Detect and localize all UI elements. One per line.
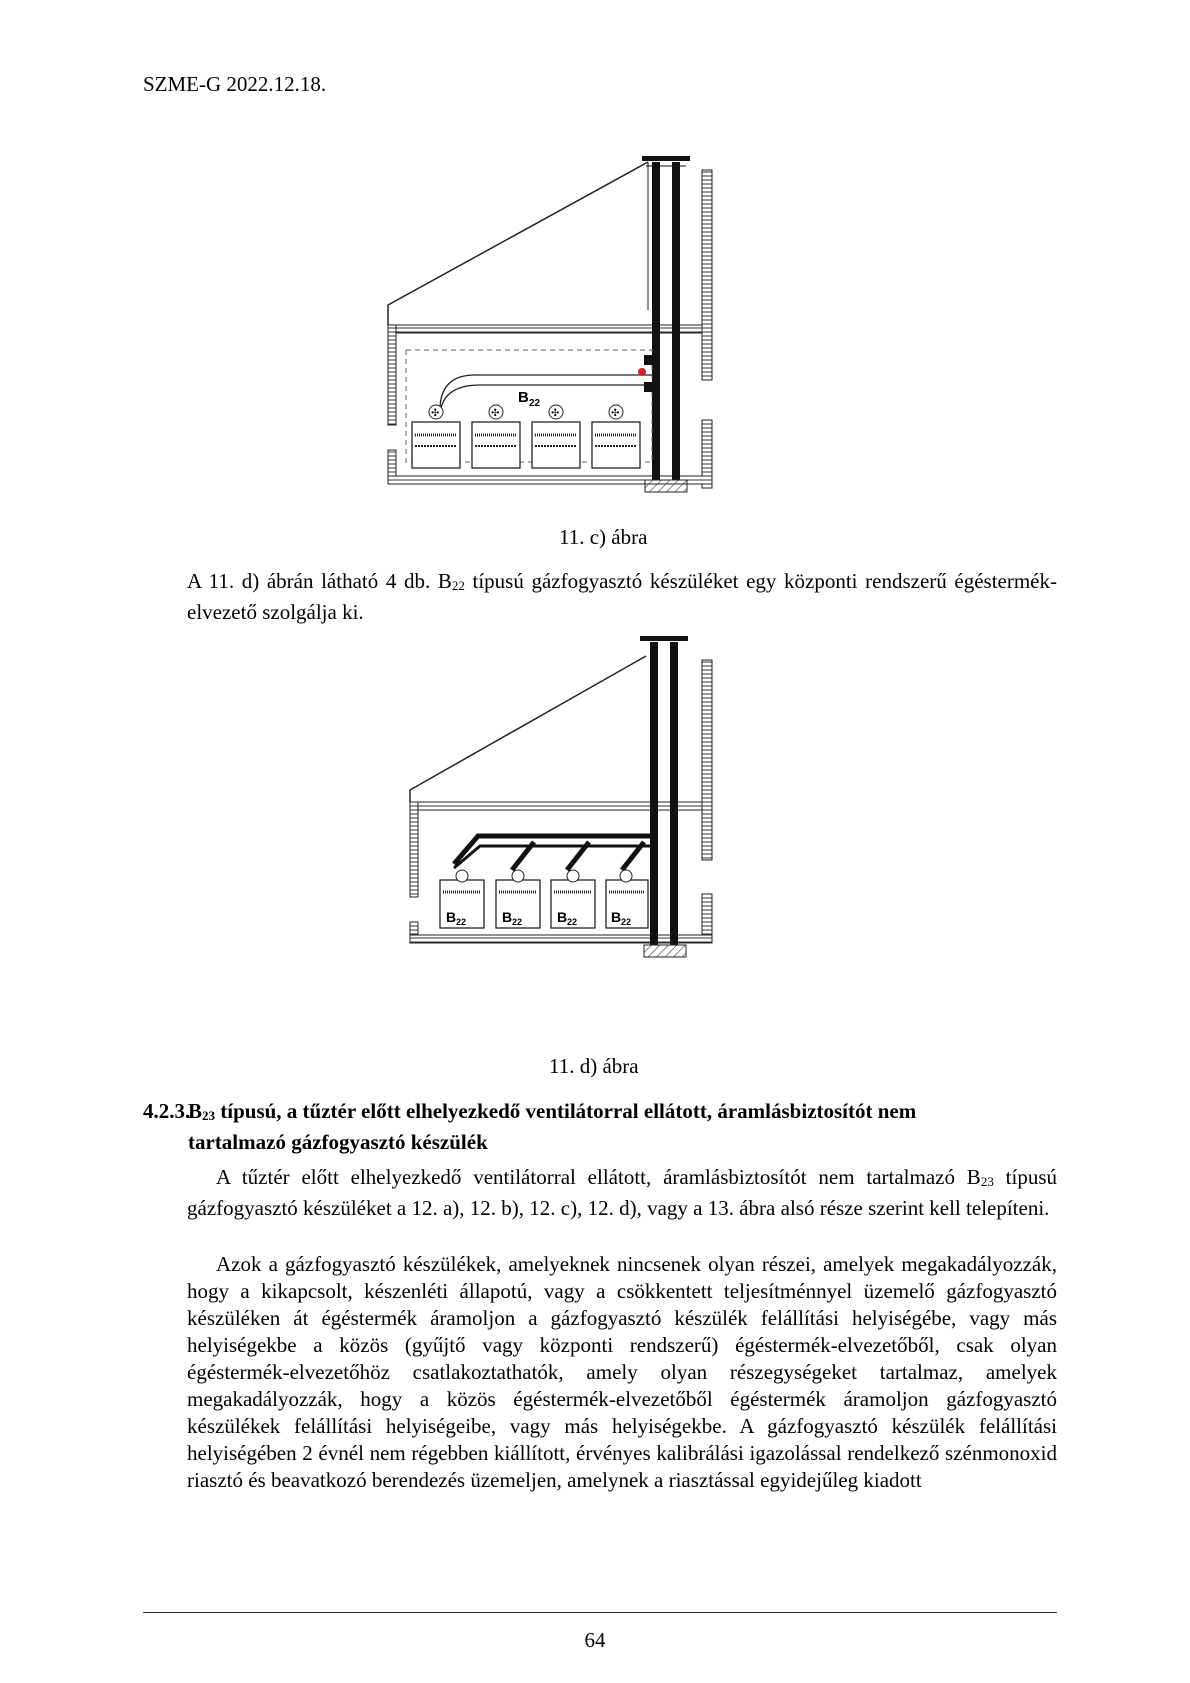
chimney-cap <box>642 156 690 161</box>
figure-11d <box>404 632 744 962</box>
figure-11d-diagram <box>404 632 744 962</box>
chimney-left-wall <box>652 162 660 480</box>
chimney-cap <box>640 636 688 641</box>
collector-duct <box>454 836 650 864</box>
figure-11c <box>380 150 780 510</box>
roof-line <box>410 656 646 790</box>
chimney-left-wall <box>650 642 658 945</box>
floor-slab <box>410 935 712 943</box>
intro-paragraph: A 11. d) ábrán látható 4 db. $B_{22}$ típusú gázfogyasztó készüléket egy központi rendszerű égéstermék-elvezető szolgálja ki. <box>187 569 1057 624</box>
svg-text:22: 22 <box>529 398 541 409</box>
chimney-right-wall <box>670 642 678 945</box>
paragraph-2: Azok a gázfogyasztó készülékek, amelyeknek nincsenek olyan részei, amelyek megakadályozzák, hogy a kikapcsolt, készenléti állapotú, vagy a csökkentett teljesítménnyel üzemelő gázfogyasztó készüléken át égéstermék áramoljon a gázfogyasztó készülék felállítási helyiségébe, vagy más helyiségekbe a közös (gyűjtő vagy központi rendszerű) égéstermék-elvezetőből, csak olyan égéstermék-elvezetőhöz csatlakoztathatók, amely olyan részegységeket tartalmaz, amelyek megakadályozzák, hogy a közös égéstermék-elvezetőből égéstermék áramoljon gázfogyasztó készülékek felállítási helyiségeibe, vagy más helyiségekbe. A gázfogyasztó készülék felállítási helyiségében 2 évnél nem régebben kiállított, érvényes kalibrálási igazolással rendelkező szénmonoxid riasztó és beavatkozó berendezés üzemeljen, amelynek a riasztással egyidejűleg kiadott <box>187 1252 1057 1492</box>
svg-text:B: B <box>611 909 622 925</box>
svg-text:✣: ✣ <box>551 408 560 419</box>
svg-text:22: 22 <box>621 917 632 927</box>
left-wall <box>410 802 418 897</box>
appliance-3 <box>532 405 580 468</box>
appliance-1 <box>440 870 484 928</box>
fan-icon <box>512 870 524 882</box>
appliance-3 <box>551 870 595 928</box>
svg-text:22: 22 <box>567 917 578 927</box>
figure-11c-caption: 11. c) ábra <box>559 525 648 549</box>
svg-text:B: B <box>446 909 457 925</box>
svg-text:✣: ✣ <box>611 408 620 419</box>
footer-divider <box>143 1612 1057 1613</box>
appliance-2 <box>496 870 540 928</box>
right-wall <box>702 170 712 380</box>
fan-icon <box>456 870 468 882</box>
svg-text:22: 22 <box>512 917 523 927</box>
fan-icon <box>620 870 632 882</box>
chimney-foundation <box>645 480 687 492</box>
svg-text:✣: ✣ <box>491 408 500 419</box>
appliance-2 <box>472 405 520 468</box>
section-heading: $4.2.3.B_{23}$ típusú, a tűztér előtt elhelyezkedő ventilátorral ellátott, áramlásbiztosítót nem tartalmazó gázfogyasztó készülék <box>143 1099 917 1154</box>
appliance-4 <box>592 405 640 468</box>
document-header: SZME-G 2022.12.18. <box>143 72 327 96</box>
appliance-label-b22: B <box>518 389 529 406</box>
paragraph-1: A tűztér előtt elhelyezkedő ventilátorral ellátott, áramlásbiztosítót nem tartalmazó $B_{23}$ típusú gázfogyasztó készüléket a 12. a), 12. b), 12. c), 12. d), vagy a 13. ábra alsó része szerint kell telepíteni. <box>187 1165 1058 1220</box>
figure-11c-diagram <box>380 150 780 510</box>
chimney-foundation <box>644 945 686 957</box>
left-wall <box>388 325 396 425</box>
appliance-1 <box>412 405 460 468</box>
svg-text:✣: ✣ <box>431 408 440 419</box>
chimney-right-wall <box>672 162 680 480</box>
right-wall <box>702 660 712 860</box>
roof-line <box>388 162 648 305</box>
appliance-4 <box>606 870 648 928</box>
flue-duct <box>440 375 652 410</box>
svg-text:B: B <box>502 909 513 925</box>
figure-11d-caption: 11. d) ábra <box>549 1054 639 1078</box>
page-number: 64 <box>584 1628 606 1652</box>
fan-icon <box>567 870 579 882</box>
ceiling-slab <box>418 802 702 810</box>
svg-text:22: 22 <box>456 917 467 927</box>
svg-text:B: B <box>557 909 568 925</box>
damper-indicator <box>638 368 646 376</box>
